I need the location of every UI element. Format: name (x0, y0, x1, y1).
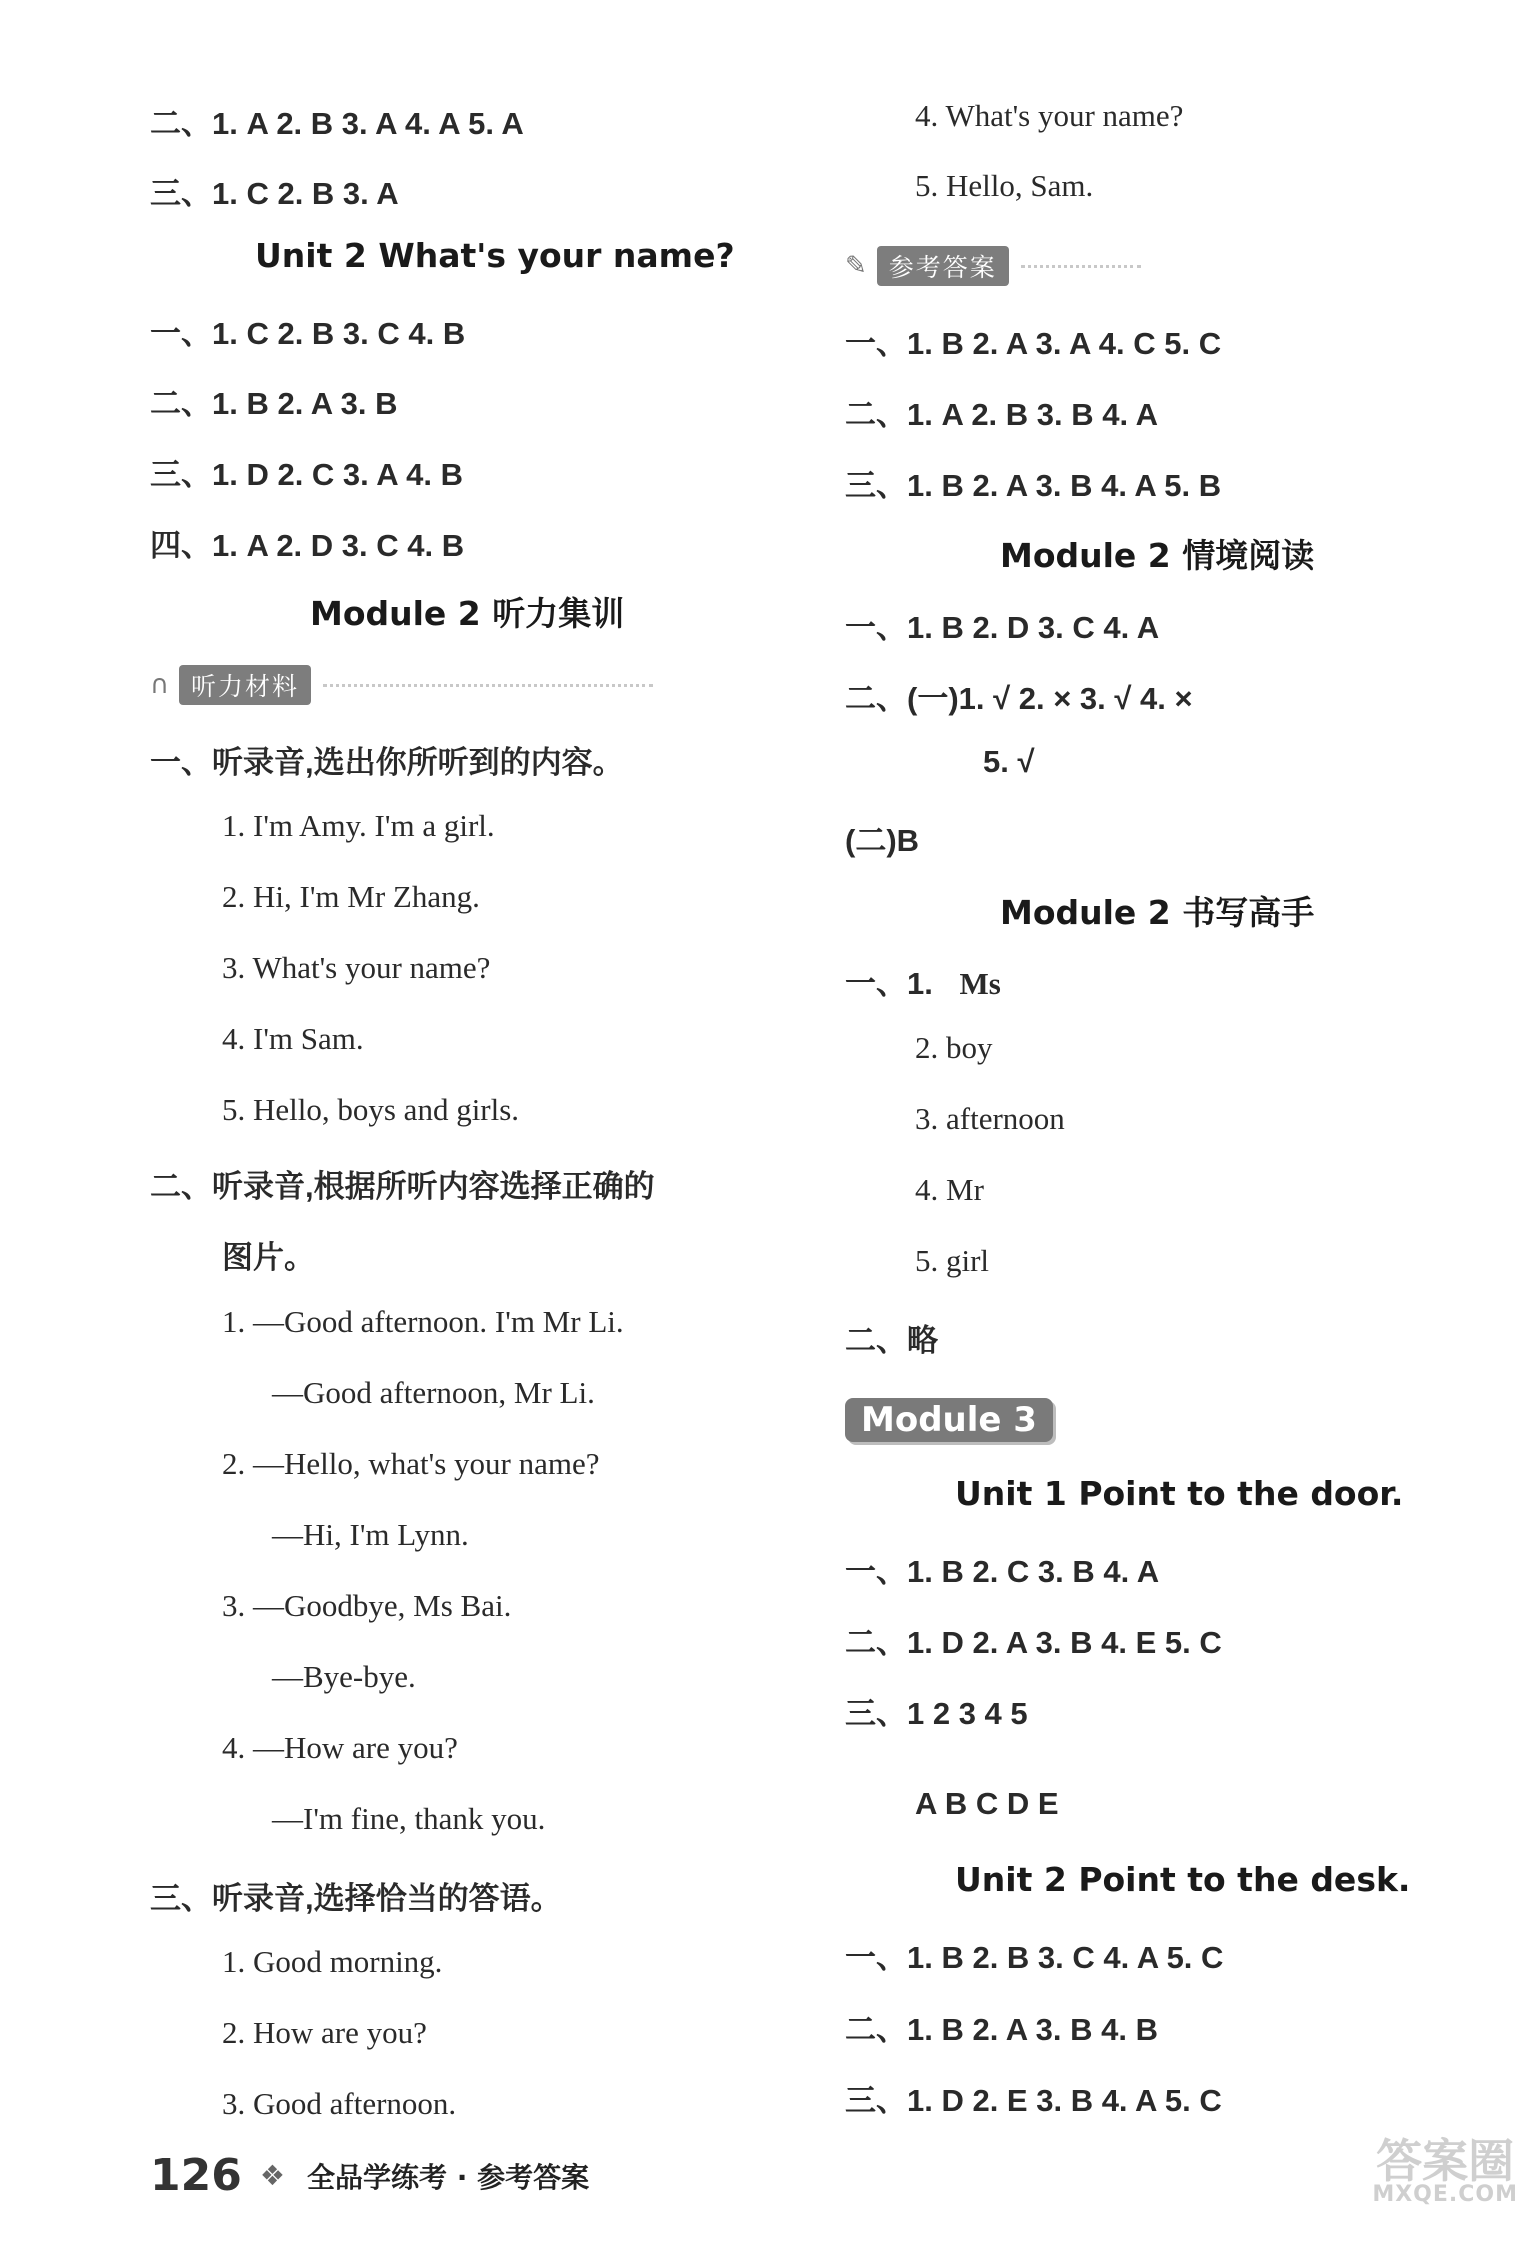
list-item: 2. How are you? (222, 2015, 427, 2050)
answer-line: (二)B (845, 823, 920, 858)
diamond-icon: ❖ (259, 2159, 285, 2192)
answer-line: 一、1. B 2. A 3. A 4. C 5. C (845, 326, 1222, 361)
list-item: 1. Good morning. (222, 1944, 443, 1979)
unit-heading: Unit 2 Point to the desk. (955, 1860, 1411, 1899)
section-title: 二、听录音,根据所听内容选择正确的 (150, 1169, 655, 1204)
list-item: 4. I'm Sam. (222, 1021, 364, 1056)
pencil-icon: ✎ (845, 251, 867, 281)
headphones-icon: ∩ (150, 670, 170, 700)
answer-line: 三、1. B 2. A 3. B 4. A 5. B (845, 468, 1222, 503)
unit-heading: Unit 1 Point to the door. (955, 1474, 1404, 1513)
list-item: 5. Hello, boys and girls. (222, 1092, 520, 1127)
dialogue-line: —I'm fine, thank you. (272, 1801, 546, 1836)
answer-line: 三、1 2 3 4 5 (845, 1696, 1028, 1731)
section-title-cont: 图片。 (222, 1240, 315, 1275)
written-word: 5. girl (915, 1243, 990, 1278)
list-item: 3. Good afternoon. (222, 2086, 457, 2121)
answer-line: 一、1. B 2. B 3. C 4. A 5. C (845, 1940, 1224, 1975)
list-item: 1. I'm Amy. I'm a girl. (222, 808, 495, 843)
page-number: 126 (150, 2150, 242, 2201)
answer-line: 5. √ (983, 744, 1035, 779)
listening-material-tag (150, 665, 653, 705)
book-title: 全品学练考 · 参考答案 (306, 2160, 590, 2194)
dialogue-line: —Hi, I'm Lynn. (272, 1517, 469, 1552)
answer-line: 三、1. D 2. C 3. A 4. B (150, 457, 463, 492)
answer-line: 一、1. C 2. B 3. C 4. B (150, 316, 466, 351)
dialogue-line: 3. —Goodbye, Ms Bai. (222, 1588, 512, 1623)
answer-line: 二、1. B 2. A 3. B 4. B (845, 2012, 1158, 2047)
page-footer (150, 2150, 589, 2201)
answer-line: 三、1. C 2. B 3. A (150, 176, 399, 211)
list-item: 5. Hello, Sam. (915, 168, 1094, 203)
answer-line: 二、1. B 2. A 3. B (150, 386, 398, 421)
section-title: 三、听录音,选择恰当的答语。 (150, 1881, 562, 1916)
written-word: Ms (959, 966, 1001, 1001)
answer-line: 二、略 (845, 1323, 938, 1358)
tag-label: 听力材料 (179, 665, 311, 705)
answer-line: 二、1. A 2. B 3. B 4. A (845, 397, 1158, 432)
answer-line: A B C D E (915, 1786, 1059, 1821)
list-item: 4. What's your name? (915, 98, 1184, 133)
written-word: 4. Mr (915, 1172, 984, 1207)
watermark (1372, 2134, 1518, 2207)
dialogue-line: —Bye-bye. (272, 1659, 416, 1694)
answer-line: 二、1. D 2. A 3. B 4. E 5. C (845, 1625, 1222, 1660)
list-item: 2. Hi, I'm Mr Zhang. (222, 879, 480, 914)
list-item: 3. What's your name? (222, 950, 491, 985)
answer-line (845, 958, 1001, 1003)
dialogue-line: —Good afternoon, Mr Li. (272, 1375, 595, 1410)
dialogue-line: 2. —Hello, what's your name? (222, 1446, 600, 1481)
dialogue-line: 4. —How are you? (222, 1730, 458, 1765)
answer-line: 三、1. D 2. E 3. B 4. A 5. C (845, 2083, 1222, 2118)
module-heading: Module 2 书写高手 (1000, 893, 1315, 932)
dotted-divider (1021, 265, 1141, 268)
dotted-divider (323, 684, 653, 687)
tag-label: 参考答案 (877, 246, 1009, 286)
answer-line: 一、1. B 2. C 3. B 4. A (845, 1554, 1160, 1589)
module-heading: Module 2 听力集训 (310, 594, 625, 633)
answer-key-tag (845, 246, 1141, 286)
written-word: 2. boy (915, 1030, 993, 1065)
watermark-top: 答案圈 (1376, 2134, 1515, 2188)
written-word: 3. afternoon (915, 1101, 1065, 1136)
answer-line: 一、1. B 2. D 3. C 4. A (845, 610, 1160, 645)
watermark-bottom: MXQE.COM (1372, 2182, 1518, 2207)
answer-line: 二、1. A 2. B 3. A 4. A 5. A (150, 106, 524, 141)
answer-prefix: 一、1. (845, 966, 933, 1001)
answer-line: 二、(一)1. √ 2. × 3. √ 4. × (845, 681, 1193, 716)
unit-heading: Unit 2 What's your name? (255, 236, 735, 275)
section-title: 一、听录音,选出你所听到的内容。 (150, 745, 624, 780)
dialogue-line: 1. —Good afternoon. I'm Mr Li. (222, 1304, 624, 1339)
module-3-label: Module 3 (845, 1398, 1053, 1442)
module-heading: Module 2 情境阅读 (1000, 536, 1315, 575)
answer-line: 四、1. A 2. D 3. C 4. B (150, 528, 465, 563)
